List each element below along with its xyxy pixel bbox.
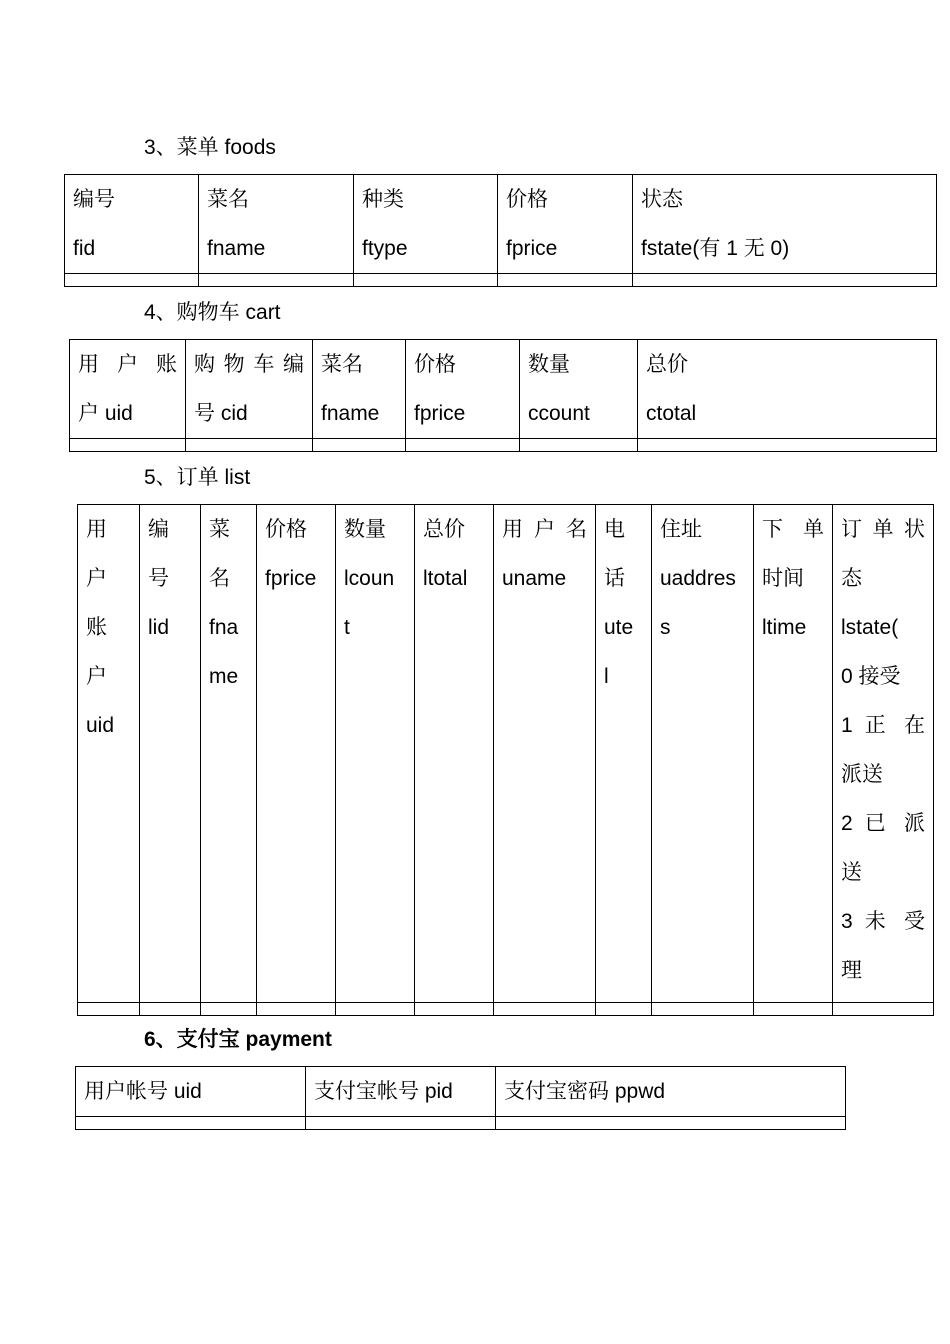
cart-col-cid	[186, 340, 313, 439]
list-col-state	[833, 505, 934, 1003]
cell-line: s	[660, 616, 671, 639]
list-col-count	[336, 505, 415, 1003]
column-field: fprice	[506, 237, 558, 260]
column-field: fstate(有 1 无 0)	[641, 237, 790, 260]
empty-cell	[306, 1117, 496, 1130]
cell-line: 户	[86, 665, 107, 688]
cell-line: uname	[502, 567, 567, 590]
cart-col-total	[638, 340, 937, 439]
cell-line: 送	[841, 861, 862, 884]
column-field: fname	[321, 402, 380, 425]
cell-line: 话	[604, 567, 625, 590]
list-col-total	[415, 505, 494, 1003]
empty-cell	[496, 1117, 846, 1130]
cell-line: 菜	[209, 518, 230, 541]
column-label: 总价	[646, 353, 688, 376]
empty-cell	[415, 1003, 494, 1016]
column-field: fid	[73, 237, 96, 260]
empty-cell	[257, 1003, 336, 1016]
cell-line: 数量	[344, 518, 386, 541]
column-field: ccount	[528, 402, 590, 425]
foods-col-id	[65, 175, 199, 274]
empty-cell	[498, 274, 633, 287]
list-col-address	[652, 505, 754, 1003]
payment-col-ppwd: 支付宝密码 ppwd	[496, 1067, 846, 1117]
cell-line: ute	[604, 616, 634, 639]
empty-cell	[652, 1003, 754, 1016]
cell-line: 3 未 受	[841, 910, 925, 933]
cell-line: uaddres	[660, 567, 736, 590]
column-field: ctotal	[646, 402, 697, 425]
payment-table	[75, 1066, 846, 1130]
list-col-uname	[494, 505, 596, 1003]
cell-line: 理	[841, 959, 862, 982]
cell-line: 编	[148, 518, 169, 541]
list-heading: 5、订单 list	[144, 466, 251, 489]
cell-line: lstate(	[841, 616, 899, 639]
cell-line: 价格	[265, 518, 307, 541]
table-row	[76, 1067, 846, 1117]
empty-cell	[65, 274, 199, 287]
cell-line: 态	[841, 567, 862, 590]
column-field: 户 uid	[78, 402, 133, 425]
empty-cell	[633, 274, 937, 287]
column-field: 号 cid	[194, 402, 248, 425]
cell-line: 下 单	[762, 518, 824, 541]
column-label: 数量	[528, 353, 570, 376]
foods-table	[64, 174, 937, 287]
empty-cell	[201, 1003, 257, 1016]
foods-col-name	[199, 175, 354, 274]
cell-line: t	[344, 616, 350, 639]
cell-line: l	[604, 665, 609, 688]
column-field: ftype	[362, 237, 408, 260]
table-row	[65, 175, 937, 274]
empty-cell	[833, 1003, 934, 1016]
column-label: 菜名	[207, 188, 249, 211]
cell-line: fna	[209, 616, 239, 639]
cell-line: 用户名	[502, 518, 587, 541]
empty-cell	[313, 439, 406, 452]
list-col-id	[140, 505, 201, 1003]
empty-cell	[76, 1117, 306, 1130]
cell-line: 住址	[660, 518, 702, 541]
list-table	[77, 504, 934, 1016]
column-label: 编号	[73, 188, 115, 211]
empty-cell	[140, 1003, 201, 1016]
table-row	[78, 505, 934, 1003]
empty-cell	[336, 1003, 415, 1016]
empty-cell	[70, 439, 186, 452]
empty-cell	[406, 439, 520, 452]
cell-line: 账	[86, 616, 107, 639]
cell-line: 派送	[841, 763, 883, 786]
cart-col-user	[70, 340, 186, 439]
payment-heading: 6、支付宝 payment	[144, 1028, 332, 1051]
cell-line: lcoun	[344, 567, 395, 590]
column-label: 状态	[641, 188, 683, 211]
foods-heading: 3、菜单 foods	[144, 136, 276, 159]
empty-cell	[78, 1003, 140, 1016]
cell-line: 订单状	[841, 518, 925, 541]
column-field: fname	[207, 237, 266, 260]
table-row-empty	[78, 1003, 934, 1016]
empty-cell	[596, 1003, 652, 1016]
cell-line: me	[209, 665, 239, 688]
cell-line: ltotal	[423, 567, 468, 590]
column-label: 种类	[362, 188, 404, 211]
empty-cell	[638, 439, 937, 452]
payment-col-uid: 用户帐号 uid	[76, 1067, 306, 1117]
foods-col-type	[354, 175, 498, 274]
empty-cell	[494, 1003, 596, 1016]
column-label: 价格	[414, 353, 456, 376]
column-label: 菜名	[321, 353, 363, 376]
column-label: 价格	[506, 188, 548, 211]
cart-col-count	[520, 340, 638, 439]
list-col-price	[257, 505, 336, 1003]
cell-line: 名	[209, 567, 230, 590]
table-row-empty	[76, 1117, 846, 1130]
cell-line: 1 正 在	[841, 714, 925, 737]
foods-col-price	[498, 175, 633, 274]
cell-line: 总价	[423, 518, 465, 541]
cart-table	[69, 339, 937, 452]
list-col-name	[201, 505, 257, 1003]
empty-cell	[520, 439, 638, 452]
list-col-phone	[596, 505, 652, 1003]
cell-line: 2 已 派	[841, 812, 925, 835]
cell-line: 电	[604, 518, 625, 541]
cart-heading: 4、购物车 cart	[144, 301, 281, 324]
table-row	[70, 340, 937, 439]
cell-line: 号	[148, 567, 169, 590]
table-row-empty	[65, 274, 937, 287]
list-col-user	[78, 505, 140, 1003]
column-label: 购物车编	[194, 353, 304, 376]
empty-cell	[199, 274, 354, 287]
cell-line: uid	[86, 714, 115, 737]
cell-line: 户	[86, 567, 107, 590]
empty-cell	[754, 1003, 833, 1016]
cell-line: 0 接受	[841, 665, 901, 688]
cell-line: lid	[148, 616, 170, 639]
cell-line: fprice	[265, 567, 317, 590]
column-label: 用 户 账	[78, 353, 177, 376]
column-field: fprice	[414, 402, 466, 425]
empty-cell	[186, 439, 313, 452]
foods-col-state	[633, 175, 937, 274]
list-col-time	[754, 505, 833, 1003]
cart-col-name	[313, 340, 406, 439]
cell-line: 用	[86, 518, 107, 541]
table-row-empty	[70, 439, 937, 452]
payment-col-pid: 支付宝帐号 pid	[306, 1067, 496, 1117]
empty-cell	[354, 274, 498, 287]
cell-line: 时间	[762, 567, 804, 590]
cart-col-price	[406, 340, 520, 439]
cell-line: ltime	[762, 616, 807, 639]
